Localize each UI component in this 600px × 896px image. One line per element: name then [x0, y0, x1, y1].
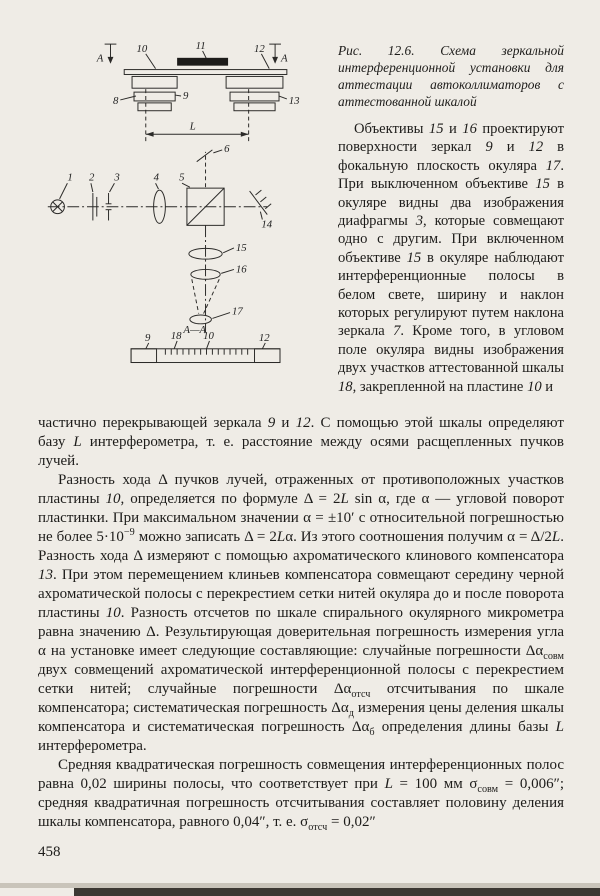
figure-label-4: 4 — [153, 171, 159, 184]
paragraph-objectives: Объективы 15 и 16 проектируют поверхности зеркал 9 и 12 в фокальную плоскость окуляра 17. При выключенном объективе 15 в окуляре видны два изображения диафрагмы 3, которые совмещают одно с другим. При включенном объективе 15 в окуляре наблюдают интерференционные полосы в белом свете, ширину и наклон которых регулируют путем наклона зеркала 7. Кроме того, в угловом поле окуляра видны изображения двух участков аттестованной шкалы 18, закрепленной на пластине 10 и — [338, 121, 565, 395]
top-mirror-assembly — [124, 58, 287, 111]
figure-label-10-top: 10 — [136, 42, 148, 55]
section-mark-left — [96, 44, 117, 65]
figure-label-6: 6 — [224, 142, 230, 155]
figure-label-12-top: 12 — [254, 42, 265, 55]
figure-label-a-left: A — [96, 52, 104, 65]
page-number: 458 — [38, 844, 61, 860]
figure-label-15: 15 — [235, 241, 247, 254]
figure-label-L: L — [189, 120, 196, 133]
figure-label-1: 1 — [67, 171, 73, 184]
figure-label-5: 5 — [179, 171, 185, 184]
right-column — [338, 38, 564, 396]
figure-label-3: 3 — [114, 171, 120, 184]
figure-label-14: 14 — [261, 218, 273, 231]
figure-label-9-left: 9 — [183, 89, 189, 102]
figure-label-section-aa: А—А — [183, 324, 207, 337]
scan-edge-dark — [74, 888, 600, 896]
paragraph-rms-error: Средняя квадратическая погрешность совмещения интерференционных полос равна 0,02 ширины полосы, что соответствует при L = 100 мм $\sigma_{совм} = 0,006''$; средняя квадратичная погрешность отсчитывания составляет половину деления шкалы компенсатора, равного 0,04″, т. е. $\sigma_{отсч} = 0,02''$ — [38, 757, 564, 833]
figure-label-16: 16 — [235, 263, 247, 276]
dimension-L — [146, 89, 249, 142]
figure-label-9-bottom: 9 — [145, 331, 151, 344]
figure-label-18-bottom: 18 — [170, 330, 182, 343]
figure-label-a-right: A — [280, 52, 288, 65]
figure-label-8-left: 8 — [112, 94, 119, 107]
figure-label-11-top: 11 — [195, 40, 206, 53]
interferometer-diagram — [38, 38, 328, 399]
paragraph-path-difference: Разность хода Δ пучков лучей, отраженных от противоположных участков пластины 10, определяется по формуле Δ = 2L sin α, где α — угловой поворот пластинки. При максимальном значении α = ±10′ с относительной погрешностью не более $5\cdot 10^{-9}$ можно записать Δ = 2Lα. Из этого соотношения получим α = Δ/2L. Разность хода Δ измеряют с помощью ахроматического клинового компенсатора 13. При этом перемещением клиньев компенсатора совмещают середину черной ахроматической полосы с перекрестием сетки нитей окуляра до и после поворота пластины 10. Разность отсчетов по шкале спирального окулярного микрометра равна значению Δ. Результирующая доверительная погрешность измерения угла α на установке имеет следующие составляющие: случайные погрешности $\Delta\alpha_{совм}$ двух совмещений ахроматической интерференционной полосы с перекрестием сетки нитей; случайные погрешности $\Delta\alpha_{отсч}$ отсчитывания по шкале компенсатора; систематическая погрешность $\Delta\alpha_д$ измерения цены деления шкалы компенсатора и систематическая погрешность $\Delta\alpha_б$ определения длины базы L интерферометра. — [38, 472, 565, 754]
mirror-6 — [197, 150, 213, 187]
figure-label-13-right: 13 — [288, 94, 300, 107]
eyepiece-17 — [190, 315, 212, 324]
figure-label-12-bottom: 12 — [258, 331, 270, 344]
figure-label-17: 17 — [231, 305, 243, 318]
figure-label-2: 2 — [88, 171, 95, 184]
figure-12-6 — [38, 38, 328, 399]
bottom-plate-section — [131, 349, 280, 363]
section-mark-right — [269, 44, 288, 65]
mirror-14 — [250, 190, 272, 214]
top-columns — [38, 38, 564, 410]
figure-caption: Рис. 12.6. Схема зеркальной интерференционной установки для аттестации автоколлиматоров с аттестованной шкалой — [338, 43, 564, 109]
paragraph-continuation: частично перекрывающей зеркала 9 и 12. С помощью этой шкалы определяют базу L интерферометра, т. е. расстояние между осями расщепленных пучков лучей. — [38, 415, 564, 469]
figure-label-10-bottom: 10 — [203, 330, 214, 343]
